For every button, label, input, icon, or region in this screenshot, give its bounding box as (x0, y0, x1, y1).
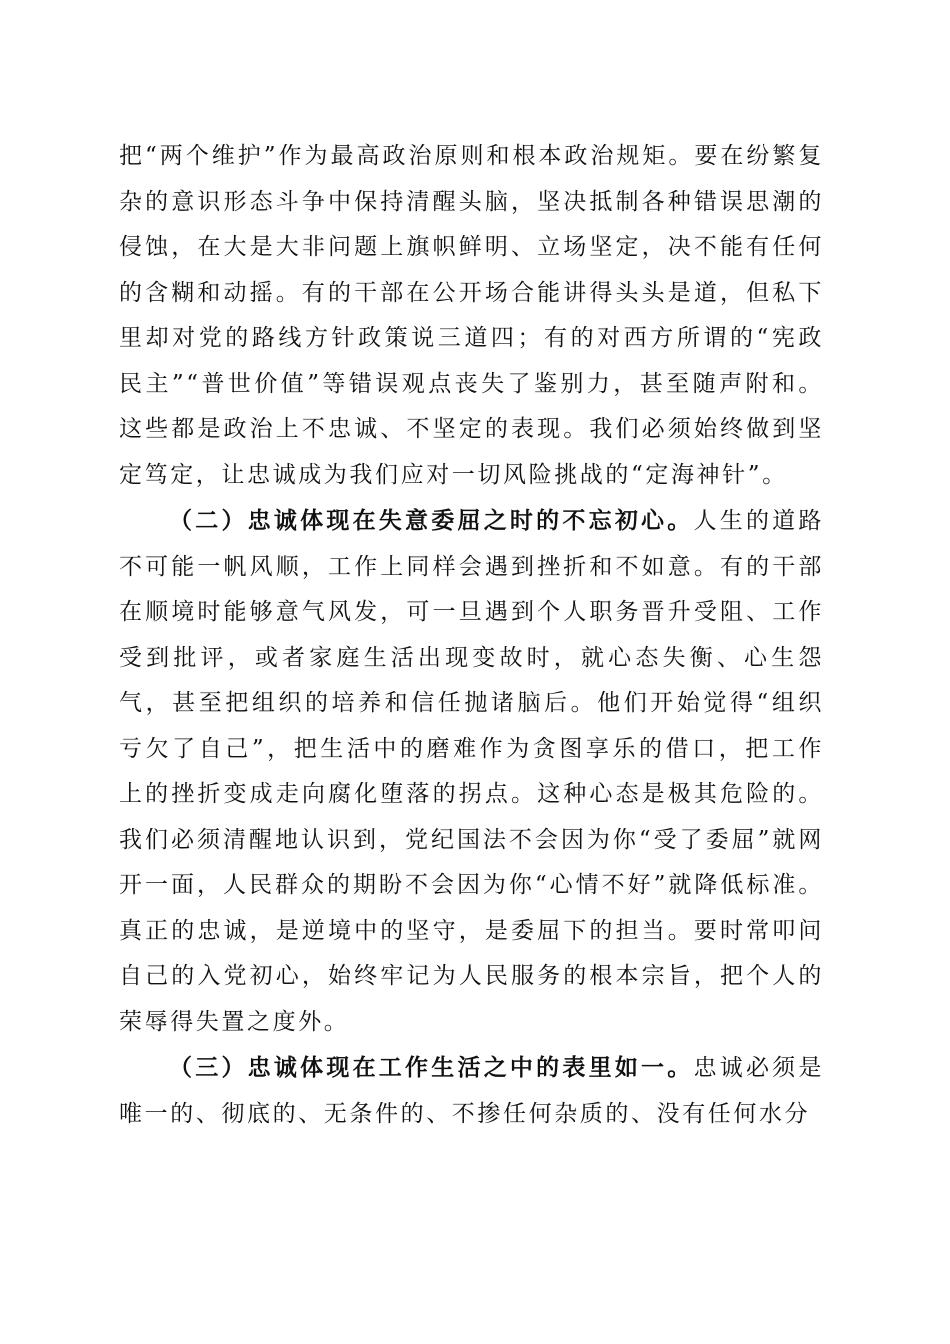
paragraph-section-two (119, 498, 824, 1045)
paragraph-text: 忠诚必须是唯一的、彻底的、无条件的、不掺任何杂质的、没有任何水分 (119, 1055, 824, 1127)
paragraph-section-three (119, 1045, 824, 1137)
paragraph-continuation (119, 134, 824, 498)
section-two-heading: （二）忠诚体现在失意委屈之时的不忘初心。 (169, 507, 694, 534)
section-three-heading: （三）忠诚体现在工作生活之中的表里如一。 (169, 1054, 694, 1081)
paragraph-text: 人生的道路不可能一帆风顺，工作上同样会遇到挫折和不如意。有的干部在顺境时能够意气风发，可一旦遇到个人职务晋升受阻、工作受到批评，或者家庭生活出现变故时，就心态失衡、心生怨气，甚至把组织的培养和信任抛诸脑后。他们开始觉得“组织亏欠了自己”，把生活中的磨难作为贪图享乐的借口，把工作上的挫折变成走向腐化堕落的拐点。这种心态是极其危险的。我们必须清醒地认识到，党纪国法不会因为你“受了委屈”就网开一面，人民群众的期盼不会因为你“心情不好”就降低标准。真正的忠诚，是逆境中的坚守，是委屈下的担当。要时常叩问自己的入党初心，始终牢记为人民服务的根本宗旨，把个人的荣辱得失置之度外。 (119, 508, 824, 1035)
document-body (119, 134, 824, 1137)
paragraph-text: 把“两个维护”作为最高政治原则和根本政治规矩。要在纷繁复杂的意识形态斗争中保持清醒头脑，坚决抵制各种错误思潮的侵蚀，在大是大非问题上旗帜鲜明、立场坚定，决不能有任何的含糊和动摇。有的干部在公开场合能讲得头头是道，但私下里却对党的路线方针政策说三道四；有的对西方所谓的“宪政民主”“普世价值”等错误观点丧失了鉴别力，甚至随声附和。这些都是政治上不忠诚、不坚定的表现。我们必须始终做到坚定笃定，让忠诚成为我们应对一切风险挑战的“定海神针”。 (119, 143, 824, 488)
